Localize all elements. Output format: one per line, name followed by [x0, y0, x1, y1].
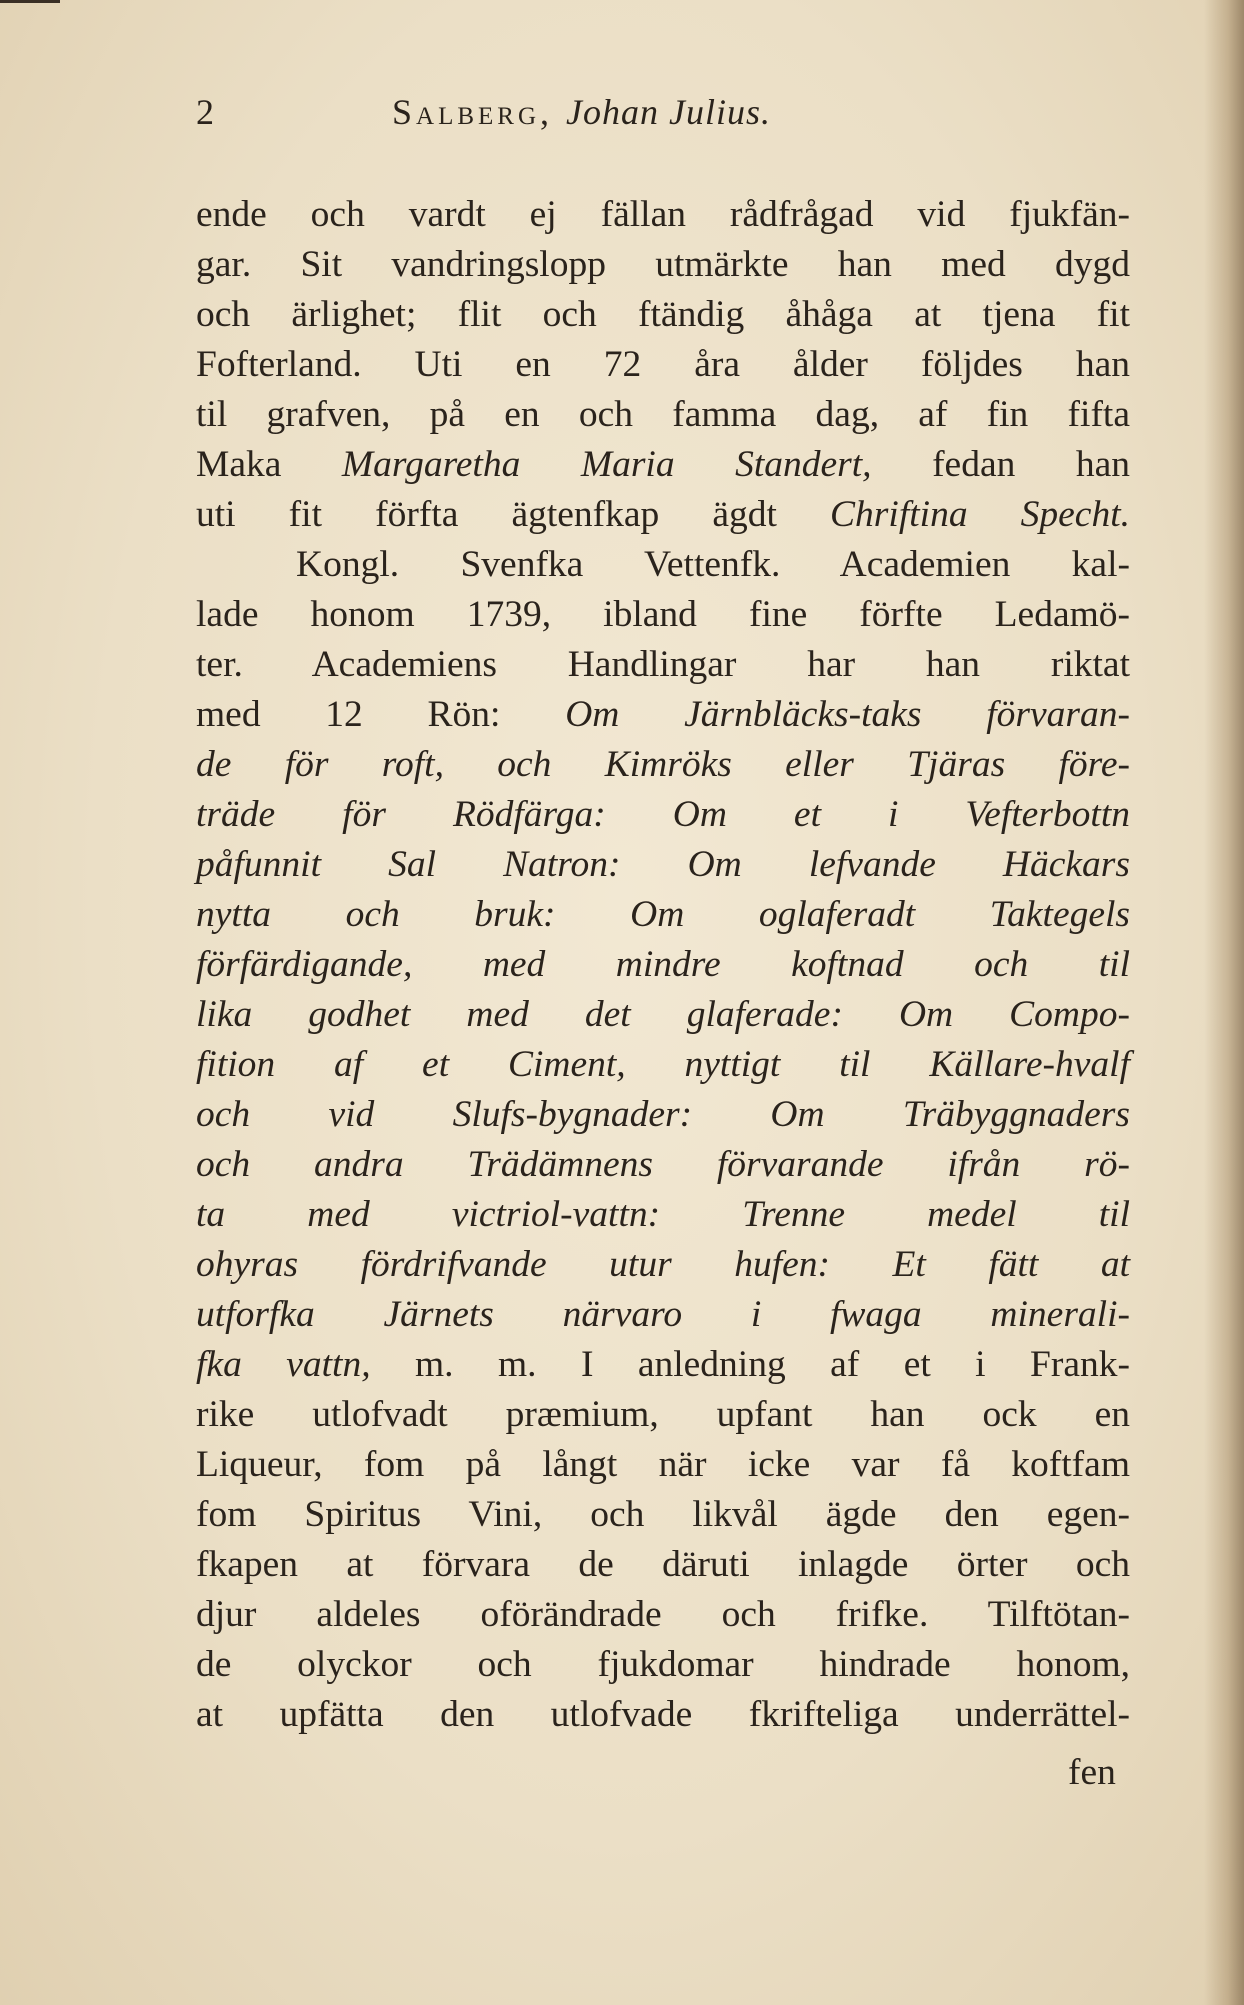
text-line [196, 290, 1130, 340]
italic-text: fka vattn, [196, 1344, 371, 1385]
roman-text: Kongl. Svenfka Vettenfk. Academien kal- [296, 544, 1130, 585]
roman-text: med 12 Rön: [196, 694, 566, 735]
roman-text: rike utlofvadt præmium, upfant han ock en [196, 1394, 1130, 1435]
roman-text: Liqueur, fom på långt när icke var få koftfam [196, 1444, 1130, 1485]
italic-text: ta med victriol-vattn: Trenne medel til [196, 1194, 1130, 1235]
text-line [196, 1690, 1130, 1740]
text-line [196, 1190, 1130, 1240]
text-line [196, 1490, 1130, 1540]
italic-text: och andra Trädämnens förvarande ifrån rö- [196, 1144, 1130, 1185]
roman-text: gar. Sit vandringslopp utmärkte han med dygd [196, 244, 1130, 285]
italic-text: Margaretha Maria Standert, [341, 444, 872, 485]
italic-text: och vid Slufs-bygnader: Om Träbyggnaders [196, 1094, 1130, 1135]
page-gutter-shadow [1204, 0, 1244, 2005]
text-line [196, 240, 1130, 290]
italic-text: utforfka Järnets närvaro i fwaga minerali- [196, 1294, 1130, 1335]
text-line [196, 1640, 1130, 1690]
roman-text: och ärlighet; flit och ftändig åhåga at tjena fit [196, 294, 1130, 335]
roman-text: ter. Academiens Handlingar har han riktat [196, 644, 1130, 685]
page-number: 2 [196, 92, 214, 132]
text-line [196, 540, 1130, 590]
roman-text: ende och vardt ej fällan rådfrågad vid fjukfän- [196, 194, 1130, 235]
italic-text: påfunnit Sal Natron: Om lefvande Häckars [196, 844, 1130, 885]
text-line [196, 490, 1130, 540]
roman-text: at upfätta den utlofvade fkrifteliga underrättel- [196, 1694, 1130, 1735]
text-line [196, 1540, 1130, 1590]
roman-text: fedan han [871, 444, 1130, 485]
text-line [196, 340, 1130, 390]
text-line [196, 990, 1130, 1040]
italic-text: träde för Rödfärga: Om et i Vefterbottn [196, 794, 1130, 835]
roman-text: fkapen at förvara de däruti inlagde örter och [196, 1544, 1130, 1585]
text-line [196, 1440, 1130, 1490]
text-line [196, 740, 1130, 790]
italic-text: förfärdigande, med mindre koftnad och til [196, 944, 1130, 985]
italic-text: ohyras fördrifvande utur hufen: Et fätt at [196, 1244, 1130, 1285]
author-surname: Salberg [392, 92, 541, 132]
text-line [196, 890, 1130, 940]
italic-text: fition af et Ciment, nyttigt til Källare-hvalf [196, 1044, 1130, 1085]
italic-text: Om Järnbläcks-taks förvaran- [565, 694, 1130, 735]
text-line [196, 1140, 1130, 1190]
italic-text: Chriftina Specht. [830, 494, 1130, 535]
top-rule [0, 0, 60, 3]
text-line [196, 1290, 1130, 1340]
header-separator: , [540, 92, 554, 132]
text-line [196, 440, 1130, 490]
italic-text: nytta och bruk: Om oglaferadt Taktegels [196, 894, 1130, 935]
text-line [196, 1090, 1130, 1140]
roman-text: Fofterland. Uti en 72 åra ålder följdes han [196, 344, 1130, 385]
italic-text: de för roft, och Kimröks eller Tjäras före- [196, 744, 1130, 785]
roman-text: Maka [196, 444, 342, 485]
roman-text: uti fit förfta ägtenfkap ägdt [196, 494, 831, 535]
body-text [196, 190, 1130, 1740]
running-head-title [392, 88, 771, 136]
text-line [196, 1240, 1130, 1290]
italic-text: lika godhet med det glaferade: Om Compo- [196, 994, 1130, 1035]
roman-text: lade honom 1739, ibland fine förfte Ledamö- [196, 594, 1130, 635]
text-line [196, 390, 1130, 440]
text-line [196, 190, 1130, 240]
text-line [196, 590, 1130, 640]
roman-text: fom Spiritus Vini, och likvål ägde den egen- [196, 1494, 1130, 1535]
text-line [196, 1590, 1130, 1640]
text-line [196, 1040, 1130, 1090]
text-line [196, 790, 1130, 840]
roman-text: de olyckor och fjukdomar hindrade honom, [196, 1644, 1130, 1685]
text-line [196, 840, 1130, 890]
text-line [196, 940, 1130, 990]
text-line [196, 690, 1130, 740]
roman-text: til grafven, på en och famma dag, af fin fifta [196, 394, 1130, 435]
author-forenames: Johan Julius. [566, 92, 772, 132]
roman-text: djur aldeles oförändrade och frifke. Tilftötan- [196, 1594, 1130, 1635]
running-header [196, 88, 1046, 136]
text-line [196, 1390, 1130, 1440]
roman-text: m. m. I anledning af et i Frank- [370, 1344, 1130, 1385]
text-line [196, 640, 1130, 690]
catchword: fen [1068, 1752, 1116, 1793]
text-line [196, 1340, 1130, 1390]
